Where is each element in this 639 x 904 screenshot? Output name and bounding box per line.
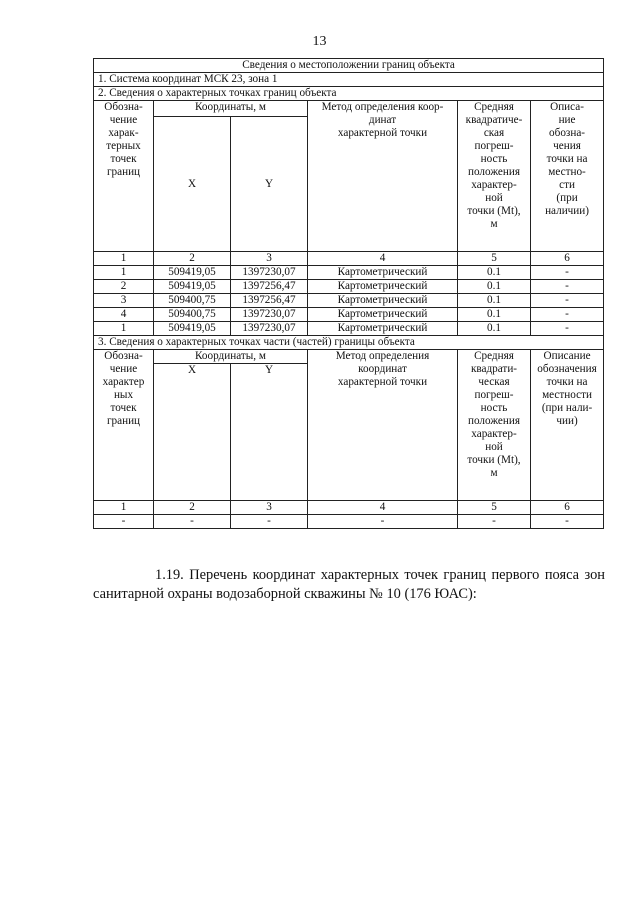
table-title: Сведения о местоположении границ объекта: [94, 59, 604, 73]
header-designation: Обозна- чение харак- терных точек границ: [94, 101, 154, 252]
column-numbers-row: 1 2 3 4 5 6: [94, 252, 604, 266]
header-method: Метод определения коор- динат характерной точки: [308, 101, 458, 252]
page-number: 13: [312, 34, 327, 49]
boundary-table: [93, 58, 604, 529]
header-y: Y: [231, 364, 308, 501]
header-error: Средняя квадрати- ческая погреш- ность положения характер- ной точки (Mt), м: [458, 350, 531, 501]
table-row: 1 509419,05 1397230,07 Картометрический 0.1 -: [94, 266, 604, 280]
header-method: Метод определения координат характерной точки: [308, 350, 458, 501]
header-coordinates: Координаты, м: [154, 350, 308, 364]
header-coordinates: Координаты, м: [154, 101, 308, 117]
table-row: 2 509419,05 1397256,47 Картометрический 0.1 -: [94, 280, 604, 294]
section-coordinate-system: 1. Система координат МСК 23, зона 1: [94, 73, 604, 87]
table-row: 3 509400,75 1397256,47 Картометрический 0.1 -: [94, 294, 604, 308]
table-row: - - - - - -: [94, 515, 604, 529]
header-designation: Обозна- чение характер ных точек границ: [94, 350, 154, 501]
header-description: Описа- ние обозна- чения точки на местно- сти (при наличии): [531, 101, 604, 252]
header-y: Y: [231, 117, 308, 252]
table-row: 1 509419,05 1397230,07 Картометрический 0.1 -: [94, 322, 604, 336]
header-x: X: [154, 117, 231, 252]
header-description: Описание обозначения точки на местности (при нали- чии): [531, 350, 604, 501]
paragraph-1-19: 1.19. Перечень координат характерных точек границ первого пояса зон санитарной охраны водозаборной скважины № 10 (176 ЮАС):: [93, 567, 605, 602]
section-part-boundary-points: 3. Сведения о характерных точках части (частей) границы объекта: [94, 336, 604, 350]
header-error: Средняя квадратиче- ская погреш- ность положения характер- ной точки (Mt), м: [458, 101, 531, 252]
header-x: X: [154, 364, 231, 501]
table-row: 4 509400,75 1397230,07 Картометрический 0.1 -: [94, 308, 604, 322]
column-numbers-row: 1 2 3 4 5 6: [94, 501, 604, 515]
section-boundary-points: 2. Сведения о характерных точках границ объекта: [94, 87, 604, 101]
